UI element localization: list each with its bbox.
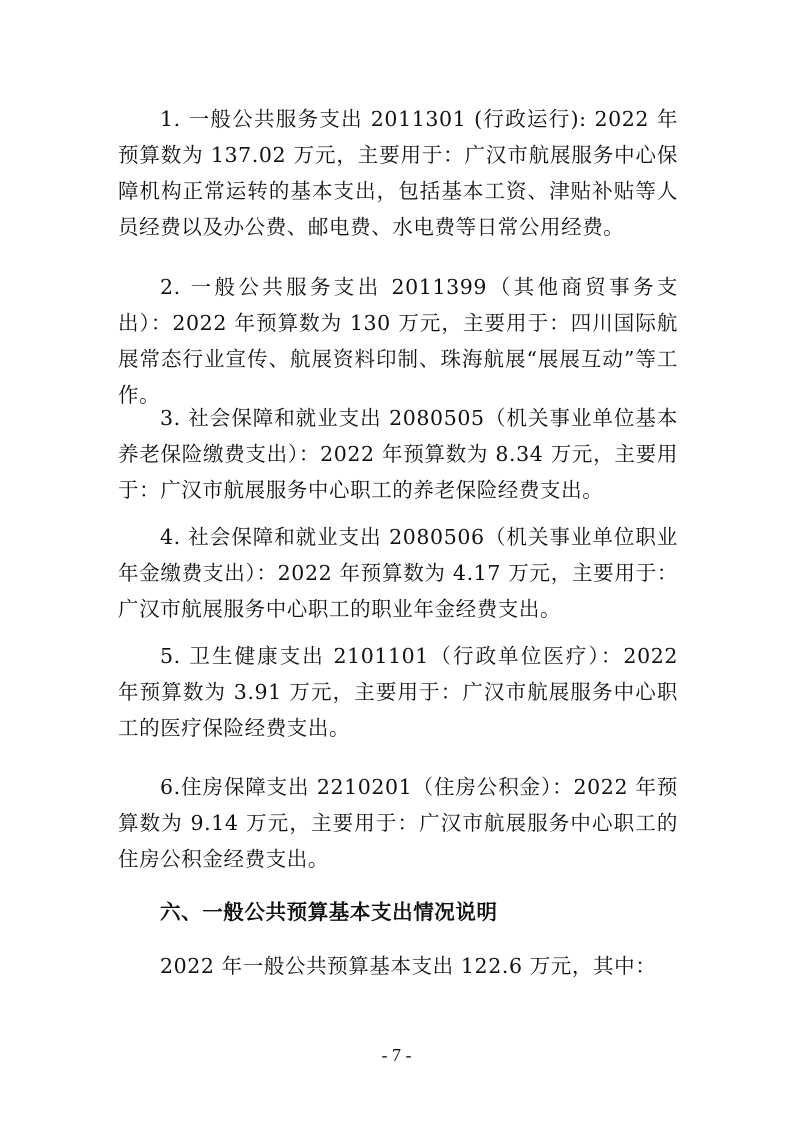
closing-paragraph: 2022 年一般公共预算基本支出 122.6 万元，其中： xyxy=(160,954,657,978)
paragraph-2: 2. 一般公共服务支出 2011399（其他商贸事务支出）：2022 年预算数为 130 万元，主要用于：四川国际航展常态行业宣传、航展资料印制、珠海航展“展展互动”等工作。 xyxy=(118,275,678,407)
paragraph-6: 6.住房保障支出 2210201（住房公积金）：2022 年预算数为 9.14 万元，主要用于：广汉市航展服务中心职工的住房公积金经费支出。 xyxy=(118,775,678,871)
paragraph-3: 3. 社会保障和就业支出 2080505（机关事业单位基本养老保险缴费支出）：2022 年预算数为 8.34 万元，主要用于：广汉市航展服务中心职工的养老保险经费支出。 xyxy=(118,406,678,502)
paragraph-4: 4. 社会保障和就业支出 2080506（机关事业单位职业年金缴费支出）：2022 年预算数为 4.17 万元，主要用于：广汉市航展服务中心职工的职业年金经费支出。 xyxy=(118,525,678,621)
section-heading: 六、一般公共预算基本支出情况说明 xyxy=(160,900,498,924)
paragraph-5: 5. 卫生健康支出 2101101（行政单位医疗）：2022 年预算数为 3.91 万元，主要用于：广汉市航展服务中心职工的医疗保险经费支出。 xyxy=(118,644,678,740)
paragraph-1: 1. 一般公共服务支出 2011301 (行政运行): 2022 年预算数为 137.02 万元，主要用于：广汉市航展服务中心保障机构正常运转的基本支出，包括基本工资、津贴补贴等人员经费以及办公费、邮电费、水电费等日常公用经费。 xyxy=(118,107,678,239)
page-number: - 7 - xyxy=(381,1045,412,1065)
